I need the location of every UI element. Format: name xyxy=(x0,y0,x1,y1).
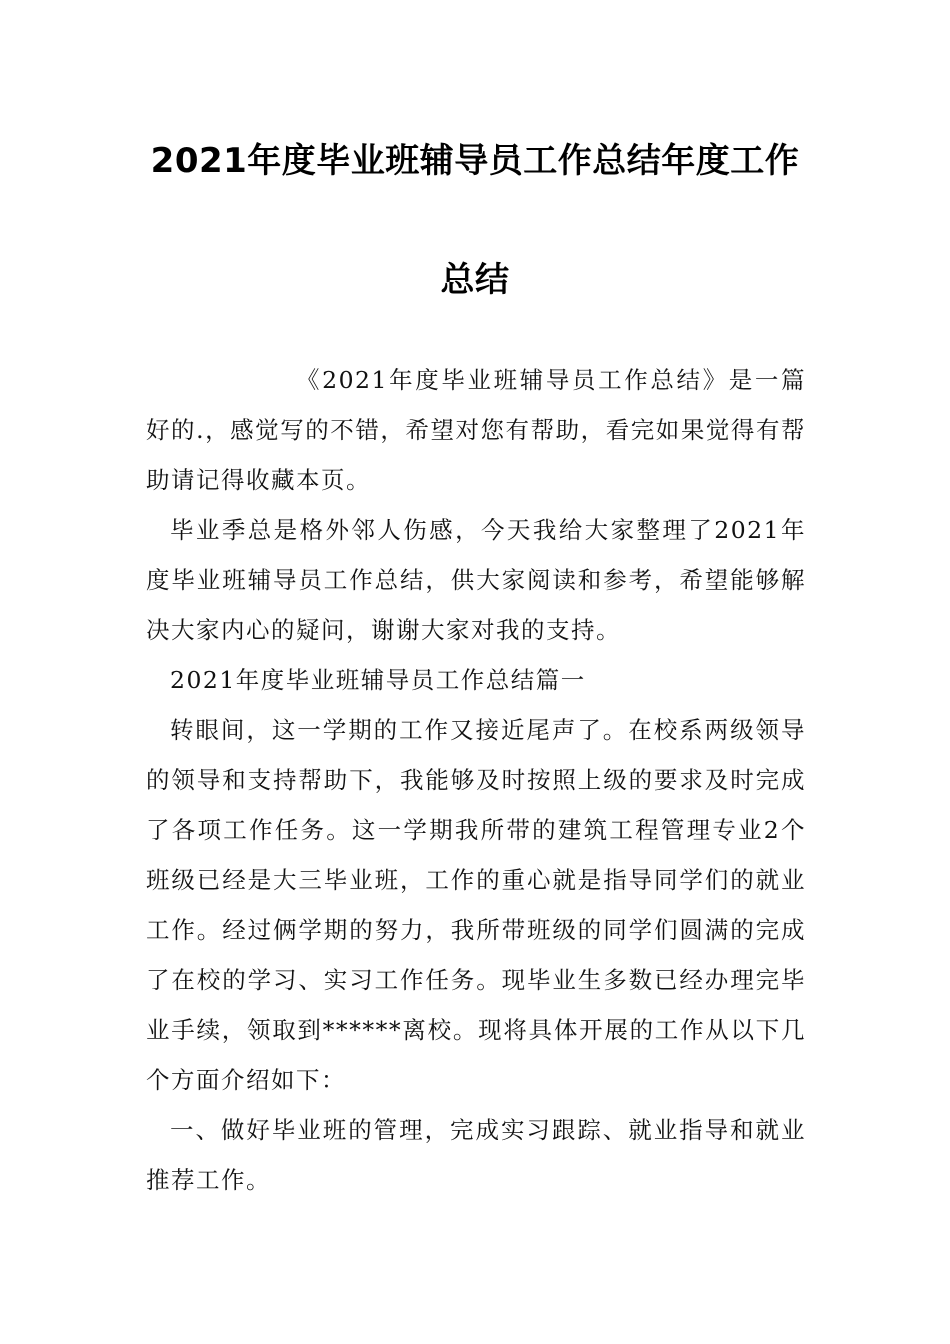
body-paragraph: 转眼间，这一学期的工作又接近尾声了。在校系两级领导的领导和支持帮助下，我能够及时按照上级的要求及时完成了各项工作任务。这一学期我所带的建筑工程管理专业2个班级已经是大三毕业班，工作的重心就是指导同学们的就业工作。经过俩学期的努力，我所带班级的同学们圆满的完成了在校的学习、实习工作任务。现毕业生多数已经办理完毕业手续，领取到******离校。现将具体开展的工作从以下几个方面介绍如下： xyxy=(146,716,806,1094)
intro-paragraph: 《2021年度毕业班辅导员工作总结》是一篇好的.，感觉写的不错，希望对您有帮助，看完如果觉得有帮助请记得收藏本页。 xyxy=(146,366,806,494)
section-heading: 2021年度毕业班辅导员工作总结篇一 xyxy=(170,666,586,694)
subsection-heading: 一、做好毕业班的管理，完成实习跟踪、就业指导和就业推荐工作。 xyxy=(146,1116,806,1194)
document-title-line-1: 2021年度毕业班辅导员工作总结年度工作 xyxy=(150,141,800,181)
document-body xyxy=(146,355,806,1205)
document-title-line-2: 总结 xyxy=(440,260,510,300)
body-paragraph: 毕业季总是格外邻人伤感，今天我给大家整理了2021年度毕业班辅导员工作总结，供大家阅读和参考，希望能够解决大家内心的疑问，谢谢大家对我的支持。 xyxy=(146,516,806,644)
